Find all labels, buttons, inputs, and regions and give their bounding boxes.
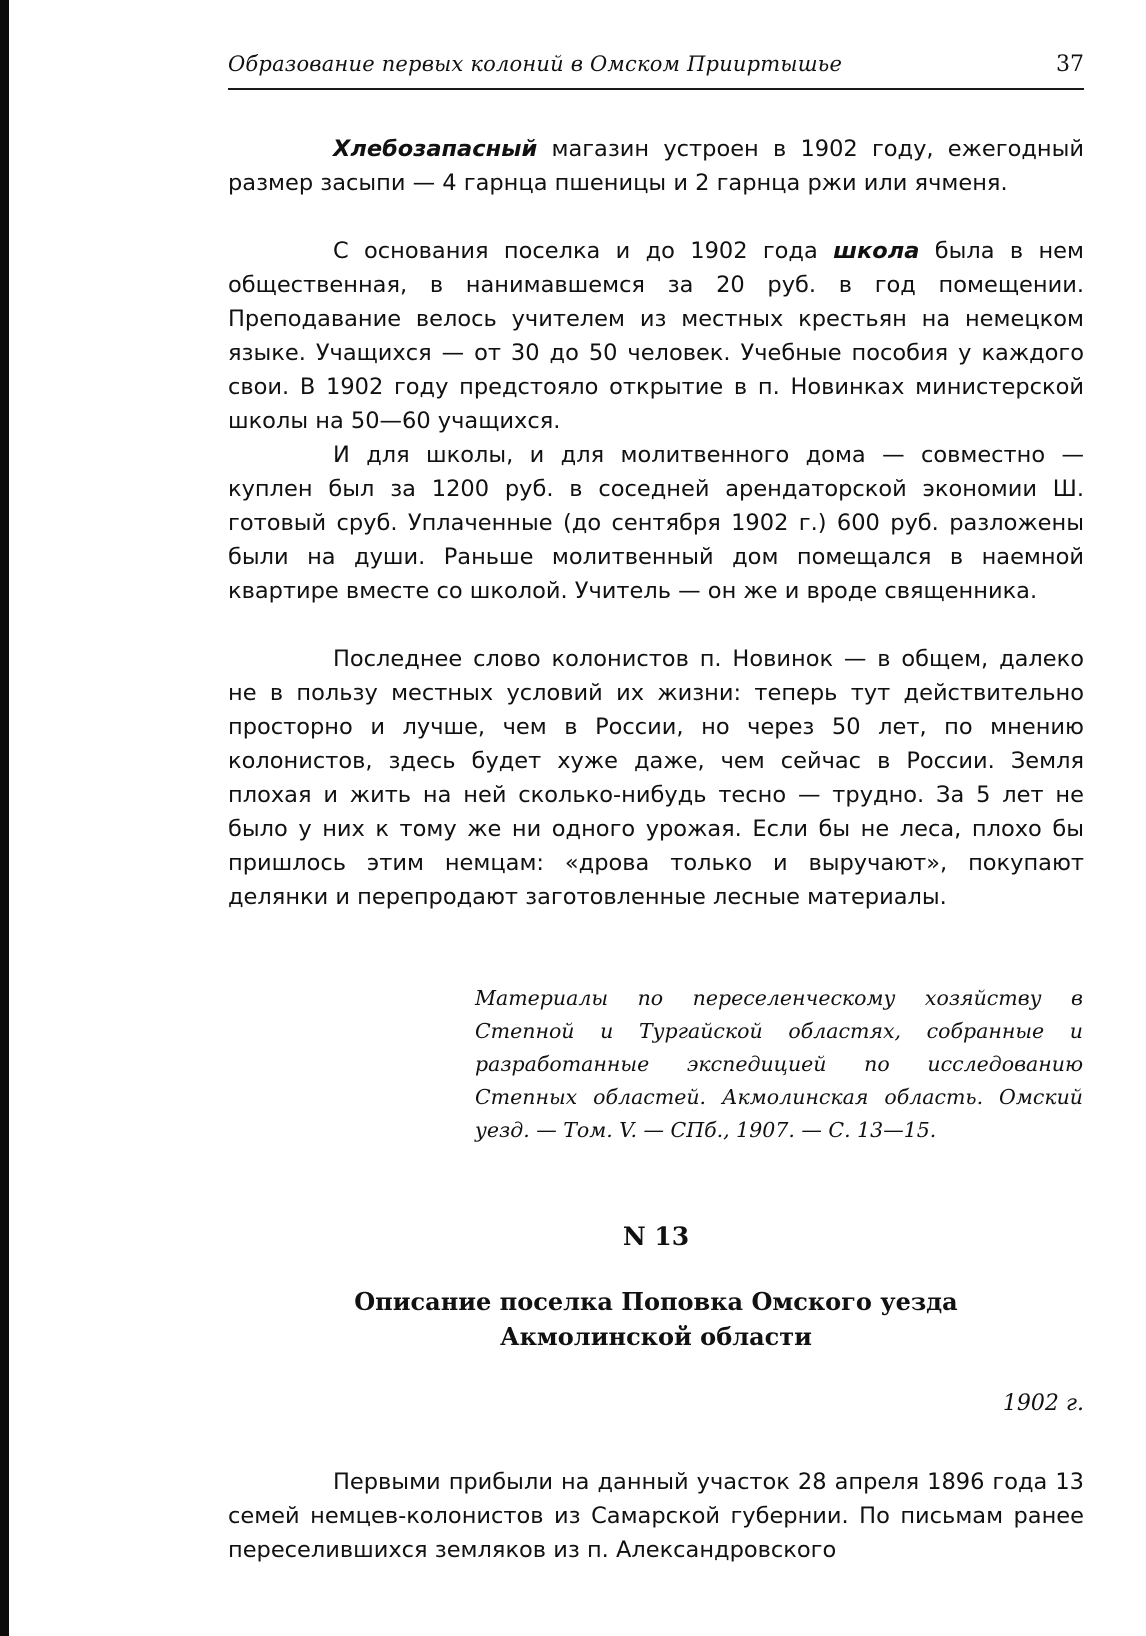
emphasis-school: школа — [833, 238, 920, 264]
document-title — [228, 1284, 1084, 1354]
document-title-line-1: Описание поселка Поповка Омского уезда — [354, 1287, 958, 1316]
source-citation: Материалы по переселенческому хозяйству в Степной и Тургайской областях, собранные и разработанные экспедицией по исследованию Степных областей. Акмолинская область. Омский уезд. — Том. V. — СПб., 1907. — С. 13—15. — [475, 986, 1083, 1142]
paragraph-colonists-opinion: Последнее слово колонистов п. Новинок — в общем, далеко не в пользу местных условий их жизни: теперь тут действительно просторно и лучше, чем в России, но через 50 лет, по мнению колонистов, здесь будет хуже даже, чем сейчас в России. Земля плохая и жить на ней сколько-нибудь тесно — трудно. За 5 лет не было у них к тому же ни одного урожая. Если бы не леса, плохо бы пришлось этим немцам: «дрова только и выручают», покупают делянки и перепродают заготовленные лесные материалы. — [228, 646, 1084, 910]
running-title: Образование первых колоний в Омском Прииртышье — [228, 52, 843, 76]
paragraph-text: была в нем общественная, в нанимавшемся за 20 руб. в год помещении. Преподавание велось учителем из местных крестьян на немецком языке. Учащихся — от 30 до 50 человек. Учебные пособия у каждого свои. В 1902 году предстояло открытие в п. Новинках министерской школы на 50—60 учащихся. — [228, 238, 1084, 434]
book-spine-edge — [0, 0, 9, 1636]
document-title-line-2: Акмолинской области — [500, 1322, 812, 1351]
running-header — [228, 48, 1084, 90]
paragraph-school — [228, 234, 1084, 438]
paragraph-prayer-house: И для школы, и для молитвенного дома — совместно — куплен был за 1200 руб. в соседней арендаторской экономии Ш. готовый сруб. Уплаченные (до сентября 1902 г.) 600 руб. разложены были на души. Раньше молитвенный дом помещался в наемной квартире вместе со школой. Учитель — он же и вроде священника. — [228, 442, 1084, 604]
paragraph-text: С основания поселка и до 1902 года — [333, 238, 834, 264]
document-number: N 13 — [622, 1222, 690, 1251]
page-number: 37 — [1056, 52, 1084, 77]
paragraph-text: магазин устроен в 1902 году, ежегодный размер засыпи — 4 гарнца пшеницы и 2 гарнца ржи или ячменя. — [228, 136, 1084, 196]
paragraph-first-settlers: Первыми прибыли на данный участок 28 апреля 1896 года 13 семей немцев-колонистов из Самарской губернии. По письмам ранее переселившихся земляков из п. Александровского — [228, 1469, 1084, 1563]
paragraph-grain-store — [228, 132, 1084, 200]
emphasis-grain-store: Хлебозапасный — [333, 136, 538, 162]
document-date: 1902 г. — [1002, 1391, 1084, 1416]
